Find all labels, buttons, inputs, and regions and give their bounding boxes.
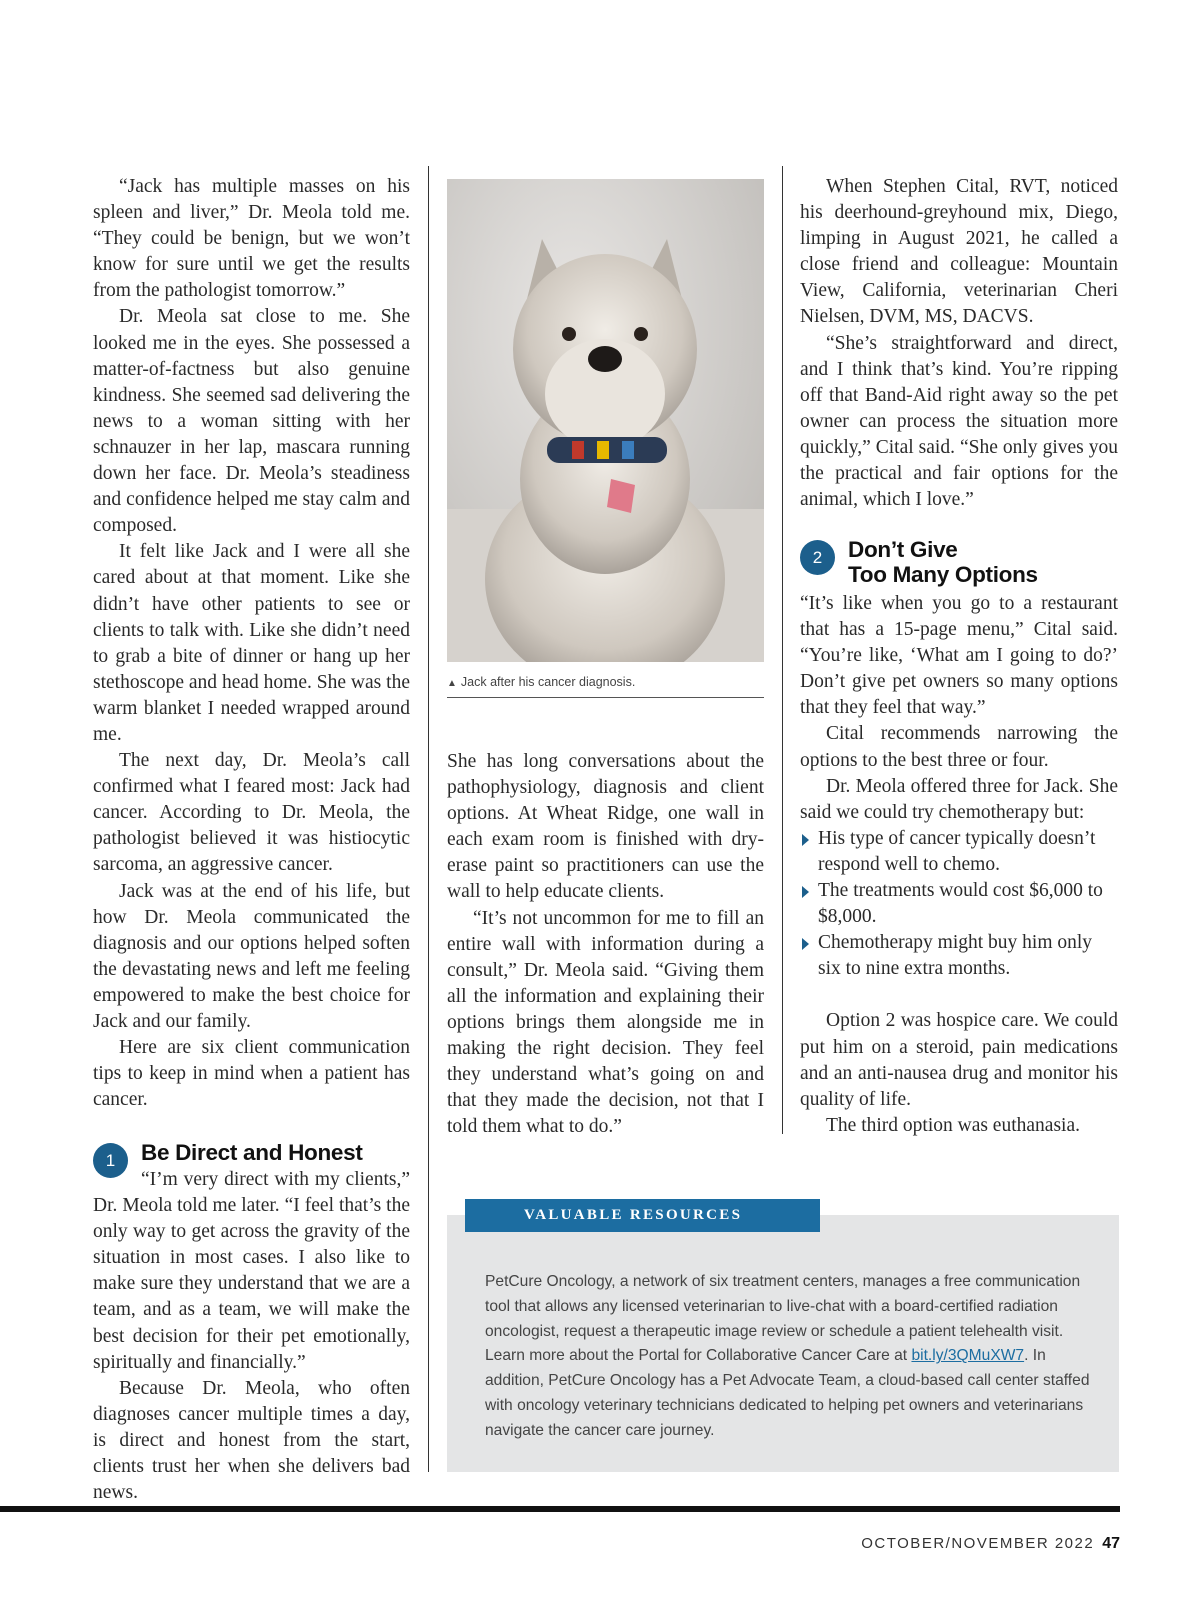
paragraph: Dr. Meola offered three for Jack. She said we could try chemotherapy but:: [800, 775, 1118, 823]
section-2-heading: [800, 537, 1038, 587]
footer-rule: [0, 1506, 1120, 1512]
paragraph: She has long conversations about the pathophysiology, diagnosis and client options. At Wheat Ridge, one wall in each exam room is finished with dry-erase paint so practitioners can use the wall to help educate clients.: [447, 751, 764, 903]
page-number: 47: [1102, 1535, 1120, 1552]
column-rule: [782, 166, 783, 1134]
resources-text-part: . In addition, PetCure Oncology has a Pet Advocate Team, a cloud-based call center staffed with oncology veterinary technicians dedicated to helping pet owners and veterinarians navigate the cancer care journey.: [485, 1347, 1090, 1439]
bullet-arrow-icon: [802, 834, 809, 846]
paragraph: “She’s straightforward and direct, and I think that’s kind. You’re ripping off that Band-Aid right away so the pet owner can process the situation more quickly,” Cital said. “She only gives you the practical and fair options for the animal, which I love.”: [800, 332, 1118, 511]
resources-text-part: PetCure Oncology, a network of six treatment centers, manages a free communication tool that allows any licensed veterinarian to live-chat with a board-certified radiation oncologist, request a therapeutic image review or schedule a patient telehealth visit. Learn more about the Portal for Collaborative Cancer Care at: [485, 1273, 1081, 1365]
section-number-badge: 1: [93, 1143, 128, 1178]
paragraph: “It’s like when you go to a restaurant that has a 15-page menu,” Cital said. “You’re like, ‘What am I going to do?’ Don’t give pet owners so many options that they feel that way.”: [800, 593, 1118, 719]
resources-link[interactable]: bit.ly/3QMuXW7: [911, 1347, 1025, 1365]
issue-date: OCTOBER/NOVEMBER 2022: [861, 1535, 1095, 1552]
paragraph: “Jack has multiple masses on his spleen and liver,” Dr. Meola told me. “They could be benign, but we won’t know for sure until we get the results from the pathologist tomorrow.”: [93, 176, 410, 302]
paragraph: Cital recommends narrowing the options to the best three or four.: [800, 723, 1118, 771]
resources-text: [485, 1270, 1091, 1444]
column-3: [800, 174, 1118, 513]
paragraph: The third option was euthanasia.: [826, 1114, 1080, 1136]
paragraph: Dr. Meola sat close to me. She looked me in the eyes. She possessed a matter-of-factness but also genuine kindness. She seemed sad delivering the news to a woman sitting with her schnauzer in her lap, mascara running down her face. Dr. Meola’s steadiness and confidence helped me stay calm and composed.: [93, 306, 410, 537]
paragraph: Here are six client communication tips to keep in mind when a patient has cancer.: [93, 1037, 410, 1111]
list-item-text: The treatments would cost $6,000 to $8,000.: [818, 880, 1103, 928]
caption-text: Jack after his cancer diagnosis.: [460, 675, 636, 689]
section-title-line-2: Too Many Options: [848, 562, 1038, 587]
list-item: [800, 826, 1118, 878]
section-1-body: [93, 1167, 410, 1506]
bullet-arrow-icon: [802, 938, 809, 950]
list-item-text: Chemotherapy might buy him only six to nine extra months.: [818, 932, 1093, 980]
bullet-arrow-icon: [802, 886, 809, 898]
paragraph: It felt like Jack and I were all she cared about at that moment. Like she didn’t have other patients to see or clients to talk with. Like she didn’t need to grab a bite of dinner or hang up her stethoscope and head home. She was the warm blanket I needed wrapped around me.: [93, 541, 410, 745]
caption-marker-icon: ▲: [447, 678, 457, 689]
section-title-line-1: Don’t Give: [848, 537, 958, 562]
paragraph: Option 2 was hospice care. We could put him on a steroid, pain medications and an anti-nausea drug and monitor his quality of life.: [800, 1010, 1118, 1110]
caption-rule: [447, 697, 764, 698]
section-2-body: [800, 591, 1118, 1139]
paragraph: “I’m very direct with my clients,” Dr. Meola told me later. “I feel that’s the only way to get across the gravity of the situation in most cases. I also like to make sure they understand that we are a team, and as a team, we will make the best decision for their pet emotionally, spiritually and financially.”: [93, 1169, 410, 1373]
list-item-text: His type of cancer typically doesn’t respond well to chemo.: [818, 827, 1096, 875]
paragraph: Because Dr. Meola, who often diagnoses cancer multiple times a day, is direct and honest from the start, clients trust her when she delivers bad news.: [93, 1377, 410, 1504]
section-number-badge: 2: [800, 540, 835, 575]
paragraph: The next day, Dr. Meola’s call confirmed what I feared most: Jack had cancer. According to Dr. Meola, the pathologist believed it was histiocytic sarcoma, an aggressive cancer.: [93, 750, 410, 876]
column-rule: [428, 166, 429, 1472]
resources-title: VALUABLE RESOURCES: [465, 1199, 820, 1232]
paragraph: “It’s not uncommon for me to fill an entire wall with information during a consult,” Dr. Meola said. “Giving them all the information and explaining their options brings them alongside me in making the right decision. They feel they understand what’s going on and that they made the decision, not that I told them what to do.”: [447, 907, 764, 1138]
column-1: [93, 174, 410, 1113]
paragraph: When Stephen Cital, RVT, noticed his deerhound-greyhound mix, Diego, limping in August 2021, he called a close friend and colleague: Mountain View, California, veterinarian Cheri Nielsen, DVM, MS, DACVS.: [800, 176, 1118, 328]
section-title: Be Direct and Honest: [141, 1140, 363, 1165]
paragraph: Jack was at the end of his life, but how Dr. Meola communicated the diagnosis and our options helped soften the devastating news and left me feeling empowered to make the best choice for Jack and our family.: [93, 880, 410, 1032]
footer: [861, 1535, 1120, 1553]
list-item: [800, 878, 1118, 930]
list-item: [800, 930, 1118, 982]
dog-photo: [447, 179, 764, 662]
column-2: [447, 749, 764, 1140]
photo-caption: [447, 675, 635, 689]
